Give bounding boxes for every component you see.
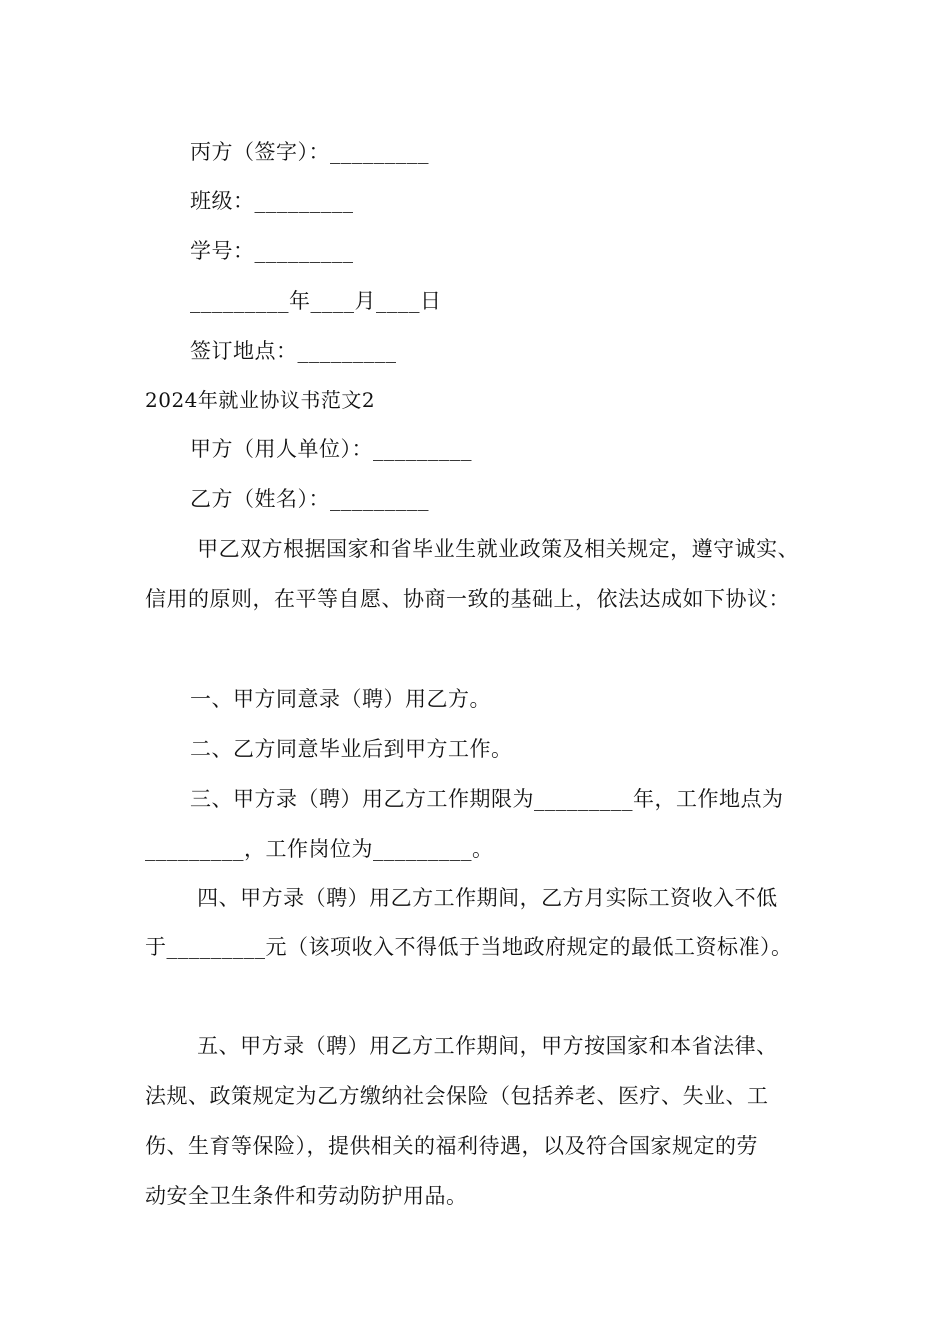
clause-3-line-1: 三、甲方录（聘）用乙方工作期限为_________年，工作地点为 (190, 787, 784, 811)
clause-3-line-2: _________，工作岗位为_________。 (145, 837, 494, 861)
class-line: 班级：_________ (190, 189, 354, 213)
party-a-line: 甲方（用人单位）：_________ (190, 437, 472, 461)
date-line: _________年____月____日 (190, 289, 442, 313)
clause-2: 二、乙方同意毕业后到甲方工作。 (190, 737, 513, 761)
section-title: 2024年就业协议书范文2 (145, 388, 376, 412)
preamble-line-2: 信用的原则，在平等自愿、协商一致的基础上，依法达成如下协议： (145, 587, 790, 611)
signing-place-line: 签订地点：_________ (190, 339, 397, 363)
clause-4-line-2: 于_________元（该项收入不得低于当地政府规定的最低工资标准）。 (145, 935, 793, 959)
clause-5-line-3: 伤、生育等保险），提供相关的福利待遇，以及符合国家规定的劳 (145, 1134, 758, 1158)
preamble-line-1: 甲乙双方根据国家和省毕业生就业政策及相关规定，遵守诚实、 (190, 537, 800, 561)
party-b-line: 乙方（姓名）：_________ (190, 487, 429, 511)
clause-5-line-4: 动安全卫生条件和劳动防护用品。 (145, 1184, 468, 1208)
clause-1: 一、甲方同意录（聘）用乙方。 (190, 687, 491, 711)
student-id-line: 学号：_________ (190, 239, 354, 263)
party-c-signature-line: 丙方（签字）：_________ (190, 140, 429, 164)
clause-5-line-1: 五、甲方录（聘）用乙方工作期间，甲方按国家和本省法律、 (190, 1034, 778, 1058)
clause-4-line-1: 四、甲方录（聘）用乙方工作期间，乙方月实际工资收入不低 (190, 886, 778, 910)
clause-5-line-2: 法规、政策规定为乙方缴纳社会保险（包括养老、医疗、失业、工 (145, 1084, 769, 1108)
